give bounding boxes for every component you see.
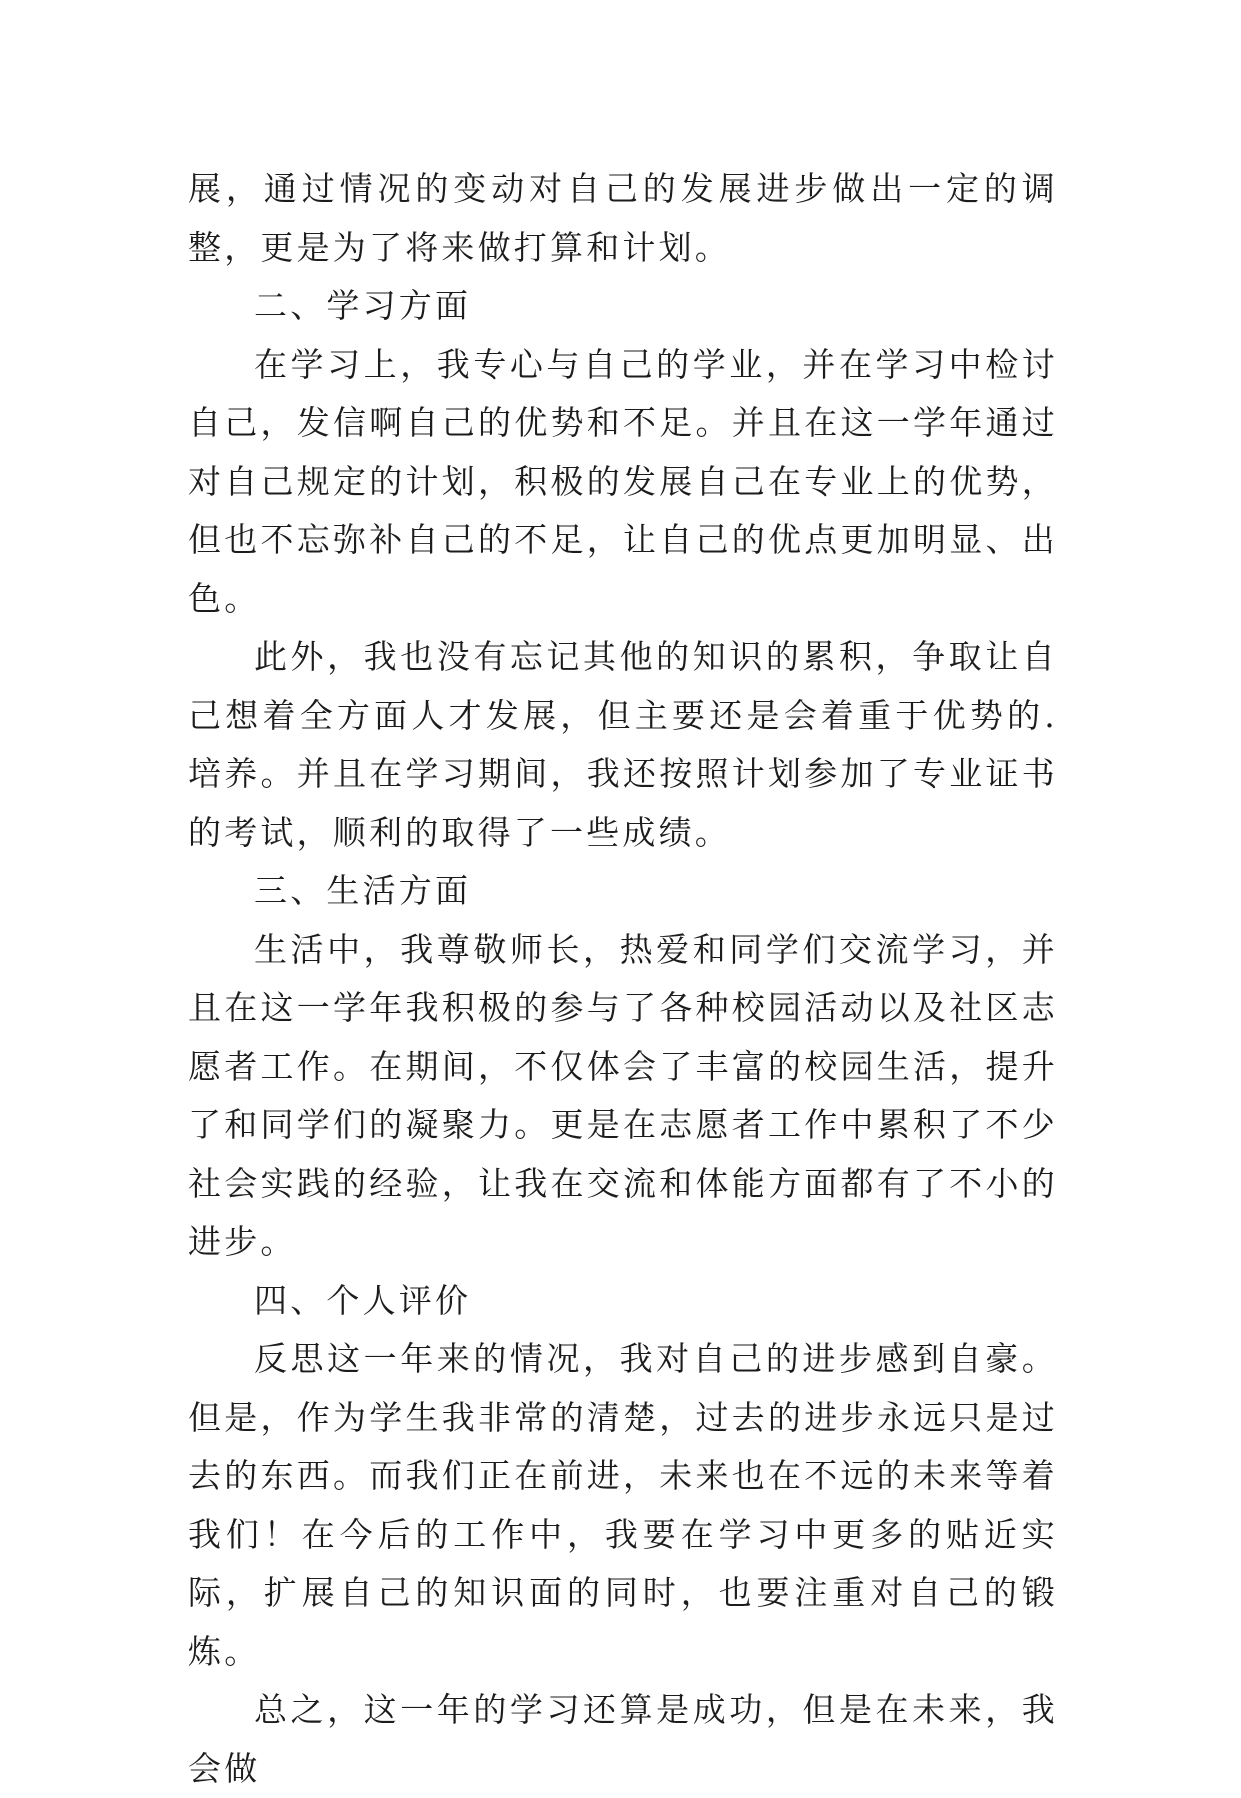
paragraph-study-focus: 在学习上，我专心与自己的学业，并在学习中检讨自己，发信啊自己的优势和不足。并且在这一学年通过对自己规定的计划，积极的发展自己在专业上的优势，但也不忘弥补自己的不足，让自己的优点更加明显、出色。 [188, 344, 1058, 618]
section-heading-self-evaluation: 四、个人评价 [254, 1280, 472, 1320]
section-heading-life: 三、生活方面 [254, 871, 472, 910]
paragraph-continuation: 展，通过情况的变动对自己的发展进步做出一定的调整，更是为了将来做打算和计划。 [188, 169, 1058, 267]
paragraph-life: 生活中，我尊敬师长，热爱和同学们交流学习，并且在这一学年我积极的参与了各种校园活动以及社区志愿者工作。在期间，不仅体会了丰富的校园生活，提升了和同学们的凝聚力。更是在志愿者工作中累积了不少社会实践的经验，让我在交流和体能方面都有了不小的进步。 [188, 929, 1058, 1261]
paragraph-self-evaluation: 反思这一年来的情况，我对自己的进步感到自豪。但是，作为学生我非常的清楚，过去的进步永远只是过去的东西。而我们正在前进，未来也在不远的未来等着我们！在今后的工作中，我要在学习中更多的贴近实际，扩展自己的知识面的同时，也要注重对自己的锻炼。 [188, 1339, 1058, 1671]
paragraph-conclusion: 总之，这一年的学习还算是成功，但是在未来，我会做 [188, 1690, 1058, 1788]
paragraph-study-extra: 此外，我也没有忘记其他的知识的累积，争取让自己想着全方面人才发展，但主要还是会着重于优势的.培养。并且在学习期间，我还按照计划参加了专业证书的考试，顺利的取得了一些成绩。 [188, 637, 1058, 852]
section-heading-study: 二、学习方面 [254, 286, 472, 325]
document-body [188, 160, 1058, 1798]
